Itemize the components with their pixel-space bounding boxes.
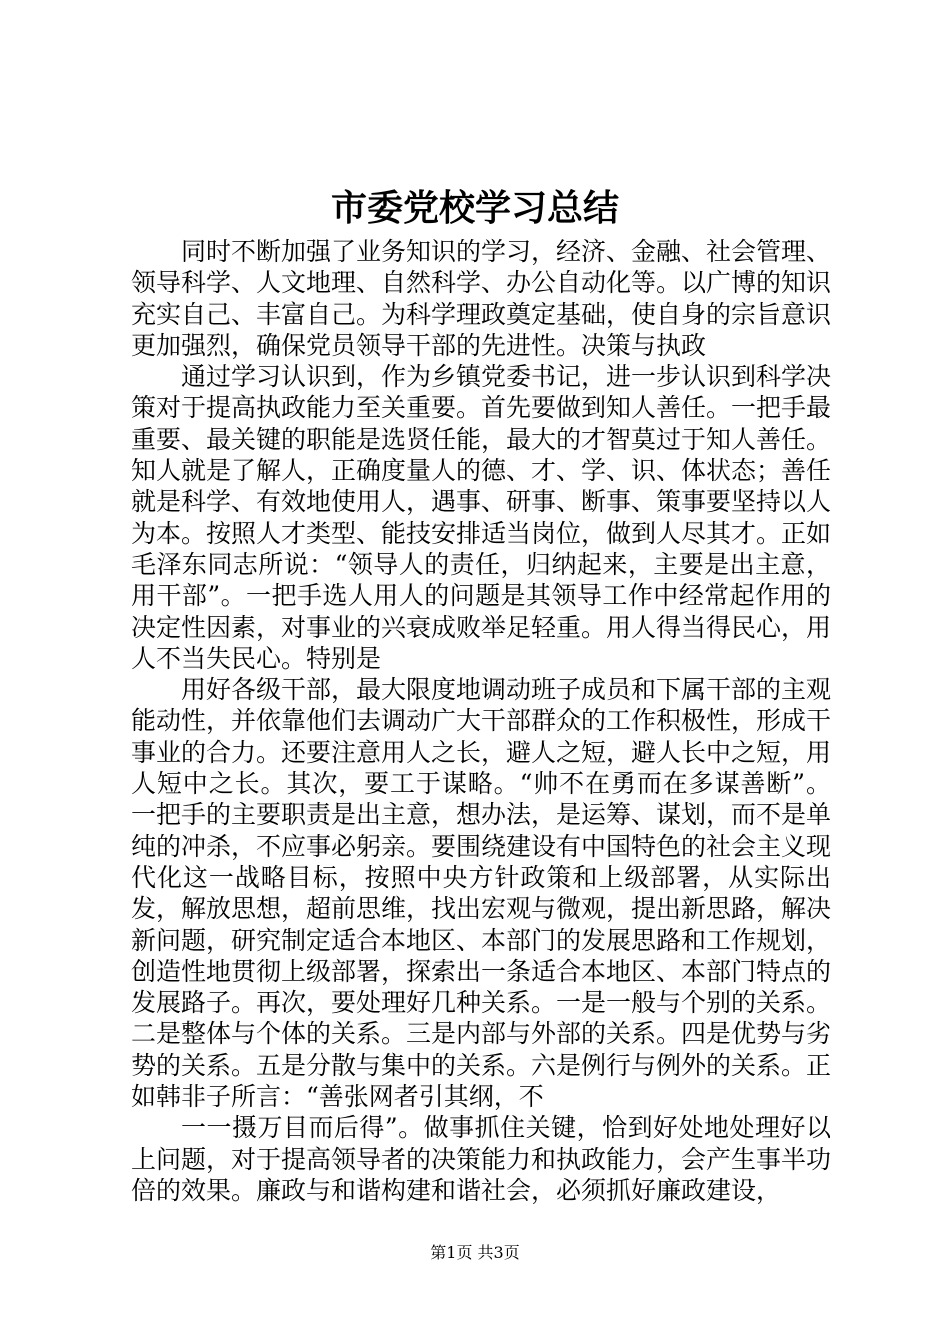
paragraph-4: 一一摄万目而后得”。做事抓住关键，恰到好处地处理好以上问题，对于提高领导者的决策能力和执政能力，会产生事半功倍的效果。廉政与和谐构建和谐社会，必须抓好廉政建设， bbox=[131, 1113, 832, 1205]
page-footer: 第1页 共3页 bbox=[430, 1243, 520, 1262]
paragraph-3: 用好各级干部，最大限度地调动班子成员和下属干部的主观能动性，并依靠他们去调动广大干部群众的工作积极性，形成干事业的合力。还要注意用人之长，避人之短，避人长中之短，用人短中之长。其次，要工于谋略。“帅不在勇而在多谋善断”。一把手的主要职责是出主意，想办法，是运筹、谋划，而不是单纯的冲杀，不应事必躬亲。要围绕建设有中国特色的社会主义现代化这一战略目标，按照中央方针政策和上级部署，从实际出发，解放思想，超前思维，找出宏观与微观，提出新思路，解决新问题，研究制定适合本地区、本部门的发展思路和工作规划，创造性地贯彻上级部署，探索出一条适合本地区、本部门特点的发展路子。再次，要处理好几种关系。一是一般与个别的关系。二是整体与个体的关系。三是内部与外部的关系。四是优势与劣势的关系。五是分散与集中的关系。六是例行与例外的关系。正如韩非子所言：“善张网者引其纲，不 bbox=[131, 675, 832, 1112]
document-title: 市委党校学习总结 bbox=[330, 187, 619, 229]
paragraph-1: 同时不断加强了业务知识的学习，经济、金融、社会管理、领导科学、人文地理、自然科学、办公自动化等。以广博的知识充实自己、丰富自己。为科学理政奠定基础，使自身的宗旨意识更加强烈，确保党员领导干部的先进性。决策与执政 bbox=[131, 237, 832, 360]
document-body bbox=[131, 236, 831, 1206]
paragraph-2: 通过学习认识到，作为乡镇党委书记，进一步认识到科学决策对于提高执政能力至关重要。首先要做到知人善任。一把手最重要、最关键的职能是选贤任能，最大的才智莫过于知人善任。知人就是了解人，正确度量人的德、才、学、识、体状态；善任就是科学、有效地使用人，遇事、研事、断事、策事要坚持以人为本。按照人才类型、能技安排适当岗位，做到人尽其才。正如毛泽东同志所说：“领导人的责任，归纳起来，主要是出主意，用干部”。一把手选人用人的问题是其领导工作中经常起作用的决定性因素，对事业的兴衰成败举足轻重。用人得当得民心，用人不当失民心。特别是 bbox=[131, 362, 832, 673]
